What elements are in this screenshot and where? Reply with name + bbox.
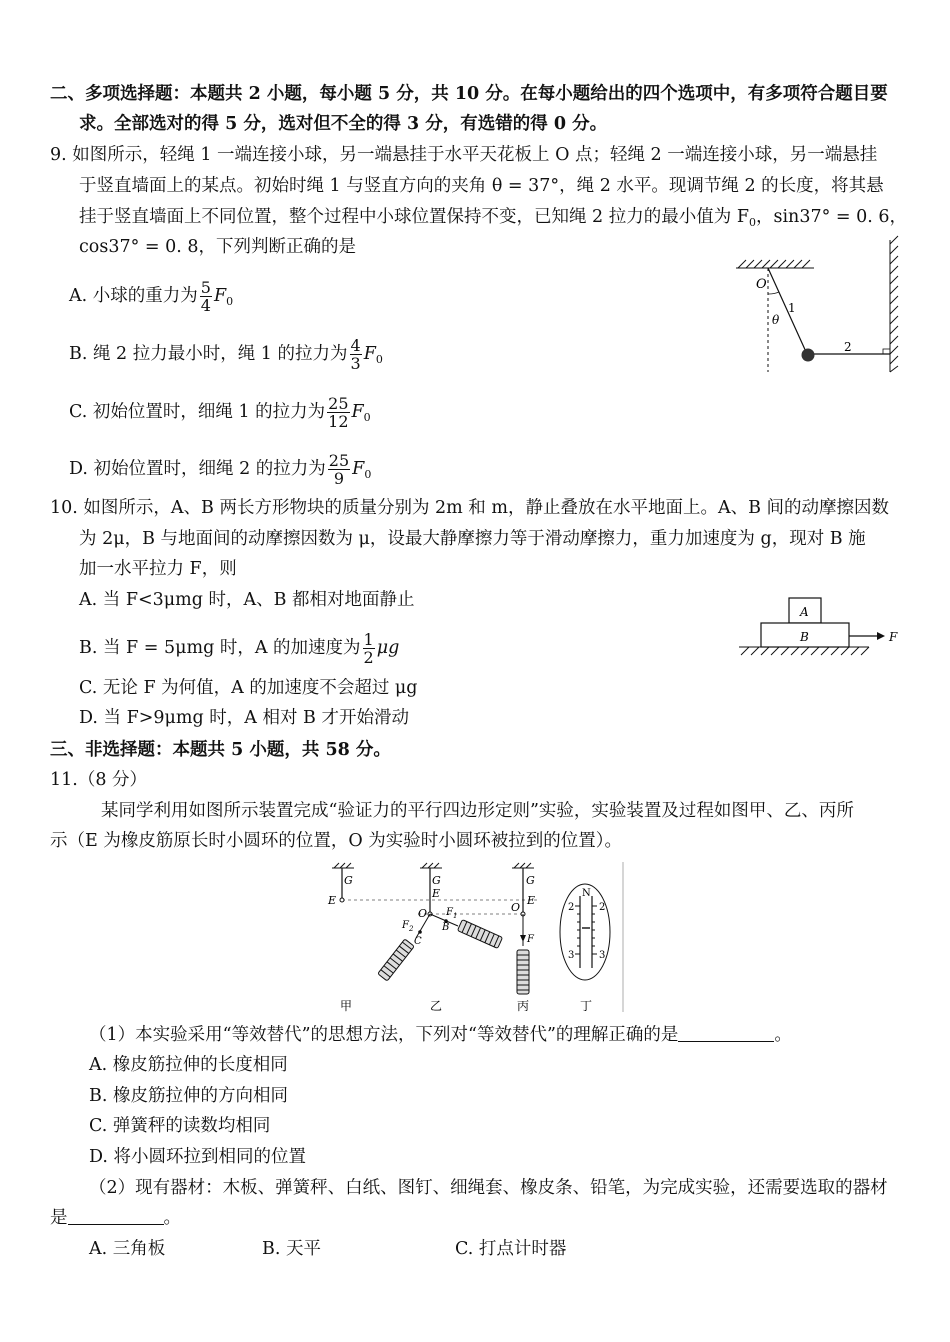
q11-part2-blank[interactable] [68, 1208, 164, 1225]
svg-text:B: B [442, 922, 450, 933]
q10-option-b: B. 当 F = 5μmg 时，A 的加速度为 $\frac{1}{2}$ μg [79, 630, 400, 667]
q9-option-b: B. 绳 2 拉力最小时，绳 1 的拉力为 $\frac{4}{3}$ $F_0$ [69, 336, 383, 373]
svg-text:E: E [527, 894, 536, 907]
force-label: F [889, 630, 898, 644]
wall-hatch [890, 236, 898, 372]
point-o-label: O [756, 277, 767, 292]
ceiling-hatch [736, 260, 814, 268]
block-a-label: A [800, 605, 809, 619]
block-b-label: B [800, 630, 809, 644]
section3-heading: 三、非选择题：本题共 5 小题，共 58 分。 [50, 740, 391, 760]
svg-text:O: O [511, 901, 521, 914]
svg-text:2: 2 [568, 902, 575, 913]
setup-bing [511, 863, 535, 994]
svg-text:C: C [414, 936, 422, 947]
section2-heading-line1: 二、多项选择题：本题共 2 小题，每小题 5 分，共 10 分。在每小题给出的四个选项中，有多项符合题目要 [50, 84, 888, 104]
svg-text:E: E [432, 887, 441, 900]
q11-part2-option-b: B. 天平 [262, 1239, 321, 1259]
q11-part1: （1）本实验采用“等效替代”的思想方法，下列对“等效替代”的理解正确的是 。 [89, 1025, 792, 1045]
svg-text:O: O [418, 907, 428, 920]
q11-head: 11.（8 分） [50, 770, 148, 790]
section2-heading-line2: 求。全部选对的得 5 分，选对但不全的得 3 分，有选错的得 0 分。 [79, 114, 608, 134]
q9-option-c: C. 初始位置时，细绳 1 的拉力为 $\frac{25}{12}$ $F_0$ [69, 394, 371, 431]
q11-line1: 某同学利用如图所示装置完成“验证力的平行四边形定则”实验，实验装置及过程如图甲、乙、丙所 [101, 801, 854, 821]
q11-line2: 示（E 为橡皮筋原长时小圆环的位置，O 为实验时小圆环被拉到的位置）。 [50, 831, 622, 851]
q10-option-c: C. 无论 F 为何值，A 的加速度不会超过 μg [79, 678, 418, 698]
q9-line2: 于竖直墙面上的某点。初始时绳 1 与竖直方向的夹角 θ = 37°，绳 2 水平。现调节绳 2 的长度，将其悬 [79, 176, 884, 196]
q9-line4: cos37° = 0. 8，下列判断正确的是 [79, 237, 357, 257]
q10-figure [735, 592, 905, 662]
svg-text:3: 3 [568, 950, 575, 961]
svg-text:2: 2 [599, 902, 606, 913]
svg-text:E: E [328, 894, 337, 907]
q11-part1-option-d: D. 将小圆环拉到相同的位置 [89, 1147, 307, 1167]
force-arrowhead [877, 632, 885, 640]
svg-text:F1: $F_1$ [446, 907, 458, 920]
svg-text:F2: $F_2$ [402, 920, 414, 933]
theta-label: θ [772, 313, 780, 327]
label-bing: 丙 [517, 999, 530, 1013]
q10-option-d: D. 当 F>9μmg 时，A 相对 B 才开始滑动 [79, 708, 409, 728]
q11-part1-option-b: B. 橡皮筋拉伸的方向相同 [89, 1086, 288, 1106]
q11-part2-line1: （2）现有器材：木板、弹簧秤、白纸、图钉、细绳套、橡皮条、铅笔，为完成实验，还需要选取的器材 [89, 1178, 888, 1198]
svg-text:G: G [526, 874, 535, 887]
rope-1-label: 1 [788, 301, 796, 315]
q9-line3: 挂于竖直墙面上不同位置，整个过程中小球位置保持不变，已知绳 2 拉力的最小值为 $F_0$，sin37° = 0. 6， [79, 207, 908, 229]
label-jia: 甲 [340, 999, 353, 1013]
svg-text:G: G [432, 874, 441, 887]
setup-ding-scale [560, 884, 610, 980]
q9-option-d: D. 初始位置时，细绳 2 的拉力为 $\frac{25}{9}$ $F_0$ [69, 451, 372, 488]
q11-figure [318, 862, 633, 1014]
rope-2-label: 2 [844, 340, 852, 354]
q9-figure [728, 232, 908, 377]
q11-part1-option-a: A. 橡皮筋拉伸的长度相同 [89, 1055, 288, 1075]
q11-part2-line2: 是 。 [50, 1208, 181, 1228]
angle-arc [768, 292, 779, 294]
q11-part2-option-c: C. 打点计时器 [455, 1239, 567, 1259]
setup-jia [327, 863, 354, 907]
ground-hatch [739, 647, 869, 655]
q9-line1: 9. 如图所示，轻绳 1 一端连接小球，另一端悬挂于水平天花板上 O 点；轻绳 2 一端连接小球，另一端悬挂 [50, 145, 878, 165]
q10-line2: 为 2μ，B 与地面间的动摩擦因数为 μ，设最大静摩擦力等于滑动摩擦力，重力加速度为 g，现对 B 施 [79, 529, 866, 549]
q11-part1-option-c: C. 弹簧秤的读数均相同 [89, 1116, 271, 1136]
q10-line1: 10. 如图所示，A、B 两长方形物块的质量分别为 2m 和 m，静止叠放在水平地面上。A、B 间的动摩擦因数 [50, 498, 890, 518]
label-yi: 乙 [430, 999, 443, 1013]
svg-text:F: F [527, 934, 534, 945]
setup-yi [378, 863, 503, 981]
right-angle-mark [883, 349, 890, 354]
q10-option-a: A. 当 F<3μmg 时，A、B 都相对地面静止 [79, 590, 415, 610]
svg-text:G: G [344, 874, 353, 887]
q11-part2-option-a: A. 三角板 [89, 1239, 166, 1259]
svg-text:3: 3 [599, 950, 606, 961]
q10-line3: 加一水平拉力 F，则 [79, 559, 237, 579]
q11-part1-blank[interactable] [678, 1025, 774, 1042]
label-ding: 丁 [580, 999, 593, 1013]
svg-text:N: N [582, 888, 591, 899]
ball [802, 349, 815, 362]
q9-option-a: A. 小球的重力为 $\frac{5}{4}$ $F_0$ [69, 278, 234, 315]
